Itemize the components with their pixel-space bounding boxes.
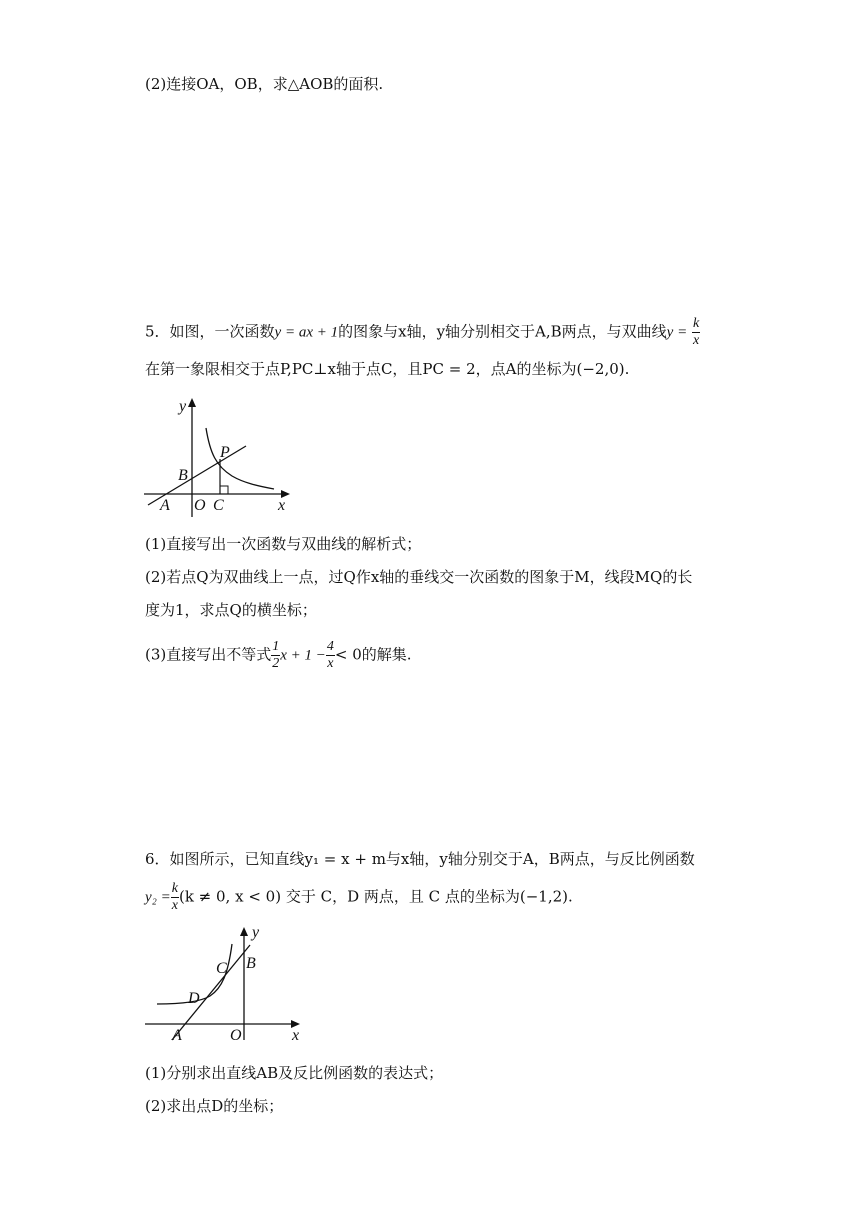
q5-label-y: y bbox=[179, 398, 187, 415]
q5-label-x: x bbox=[278, 497, 286, 514]
q4-part2: (2)连接OA，OB，求△AOB的面积. bbox=[145, 75, 384, 93]
q5-part3-b: < 0的解集. bbox=[334, 645, 412, 664]
q6-label-o: O bbox=[230, 1027, 242, 1044]
q6-frac-num: k bbox=[171, 881, 178, 896]
q5-right-angle bbox=[220, 486, 228, 494]
q5-frac2-den: x bbox=[327, 656, 334, 671]
q5-frac-den: x bbox=[692, 333, 700, 348]
q6-line2-a: y₂ = bbox=[145, 889, 171, 906]
q5-part2-line1: (2)若点Q为双曲线上一点，过Q作x轴的垂线交一次函数的图象于M，线段MQ的长 bbox=[145, 568, 693, 586]
q5-frac1-den: 2 bbox=[272, 656, 280, 671]
q5-label-b: B bbox=[178, 467, 188, 484]
q5-part3-frac1 bbox=[271, 639, 280, 672]
q5-part3-a: (3)直接写出不等式 bbox=[145, 645, 272, 664]
q5-part2-line2: 度为1，求点Q的横坐标； bbox=[145, 601, 317, 619]
q5-label-a: A bbox=[160, 497, 170, 514]
q6-linear-line bbox=[172, 945, 250, 1040]
q6-label-c: C bbox=[216, 960, 227, 977]
q5-line1 bbox=[145, 316, 700, 349]
q6-label-x: x bbox=[292, 1027, 300, 1044]
q6-frac-den: x bbox=[171, 898, 178, 913]
q5-equation: y = ax + 1 bbox=[274, 324, 339, 341]
q5-part3-mid: x + 1 − bbox=[280, 647, 326, 664]
q6-part2: (2)求出点D的坐标； bbox=[145, 1097, 284, 1115]
q6-fraction bbox=[171, 881, 179, 914]
q6-part1: (1)分别求出直线AB及反比例函数的表达式； bbox=[145, 1064, 444, 1082]
q5-line1-a: 5．如图，一次函数 bbox=[145, 322, 275, 341]
q5-line1-b: 的图象与x轴，y轴分别相交于A,B两点，与双曲线 bbox=[338, 322, 667, 341]
q5-part1: (1)直接写出一次函数与双曲线的解析式； bbox=[145, 535, 422, 553]
q6-label-a: A bbox=[172, 1027, 182, 1044]
q5-label-o: O bbox=[194, 497, 206, 514]
q5-part3 bbox=[145, 639, 412, 672]
q5-part3-frac2 bbox=[326, 639, 335, 672]
q6-y-arrow bbox=[240, 927, 248, 936]
q5-label-c: C bbox=[213, 497, 224, 514]
q5-equation2: y = bbox=[666, 324, 688, 341]
q5-hyperbola bbox=[206, 428, 274, 489]
q6-line2-b: (k ≠ 0, x < 0) 交于 C，D 两点，且 C 点的坐标为(−1,2). bbox=[178, 887, 573, 906]
q5-y-arrow bbox=[188, 398, 196, 407]
q5-frac2-num: 4 bbox=[326, 639, 334, 654]
q5-frac-num: k bbox=[692, 316, 700, 331]
q6-line1: 6．如图所示，已知直线y₁ = x + m与x轴，y轴分别交于A，B两点，与反比例函数 bbox=[145, 850, 695, 868]
q5-label-p: P bbox=[220, 444, 230, 461]
q5-fraction bbox=[692, 316, 700, 349]
q5-figure bbox=[142, 393, 302, 518]
q5-frac1-num: 1 bbox=[272, 639, 280, 654]
q6-label-y: y bbox=[252, 924, 260, 941]
q5-line2: 在第一象限相交于点P,PC⊥x轴于点C，且PC = 2，点A的坐标为(−2,0). bbox=[145, 360, 630, 378]
q6-label-d: D bbox=[188, 990, 200, 1007]
q6-label-b: B bbox=[246, 955, 256, 972]
q6-figure bbox=[142, 922, 312, 1047]
q6-line2 bbox=[145, 881, 573, 914]
